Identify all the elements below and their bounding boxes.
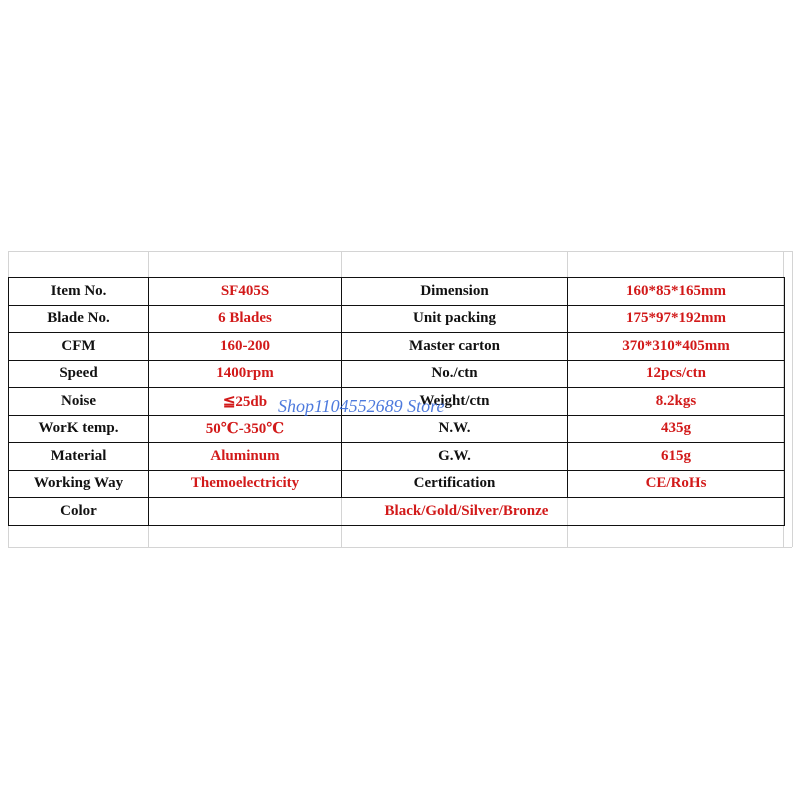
spec-label: Working Way [9, 470, 149, 498]
spec-label: Material [9, 443, 149, 471]
spec-label: CFM [9, 333, 149, 361]
spec-value: 50℃-350℃ [149, 415, 342, 443]
table-row [9, 305, 785, 333]
spec-label: No./ctn [342, 360, 568, 388]
spec-label: N.W. [342, 415, 568, 443]
spec-value: SF405S [149, 278, 342, 306]
color-value: Black/Gold/Silver/Bronze [149, 498, 785, 526]
table-row [9, 415, 785, 443]
spec-label: Blade No. [9, 305, 149, 333]
table-row-color [9, 498, 785, 526]
spec-value: ≦25db [149, 388, 342, 416]
spec-label: Master carton [342, 333, 568, 361]
spec-value: Aluminum [149, 443, 342, 471]
spec-value: 6 Blades [149, 305, 342, 333]
spec-label: Noise [9, 388, 149, 416]
gridline [792, 251, 793, 547]
color-label: Color [9, 498, 149, 526]
table-row [9, 278, 785, 306]
spec-label: Item No. [9, 278, 149, 306]
gridline [8, 547, 792, 548]
spec-label: Weight/ctn [342, 388, 568, 416]
spec-value: 160*85*165mm [568, 278, 785, 306]
spec-label: G.W. [342, 443, 568, 471]
spec-value: 370*310*405mm [568, 333, 785, 361]
spec-value: 8.2kgs [568, 388, 785, 416]
store-watermark: Shop1104552689 Store [278, 396, 445, 416]
spec-label: Certification [342, 470, 568, 498]
spec-value: 1400rpm [149, 360, 342, 388]
spec-value: 175*97*192mm [568, 305, 785, 333]
table-row [9, 360, 785, 388]
spec-value: 160-200 [149, 333, 342, 361]
table-row [9, 470, 785, 498]
spec-value: CE/RoHs [568, 470, 785, 498]
gridline [8, 251, 792, 252]
spec-label: Unit packing [342, 305, 568, 333]
spec-value: 435g [568, 415, 785, 443]
spec-label: Speed [9, 360, 149, 388]
spec-value: 12pcs/ctn [568, 360, 785, 388]
table-row [9, 333, 785, 361]
spec-value: Themoelectricity [149, 470, 342, 498]
spec-value: 615g [568, 443, 785, 471]
spec-label: WorK temp. [9, 415, 149, 443]
spec-label: Dimension [342, 278, 568, 306]
table-row [9, 443, 785, 471]
